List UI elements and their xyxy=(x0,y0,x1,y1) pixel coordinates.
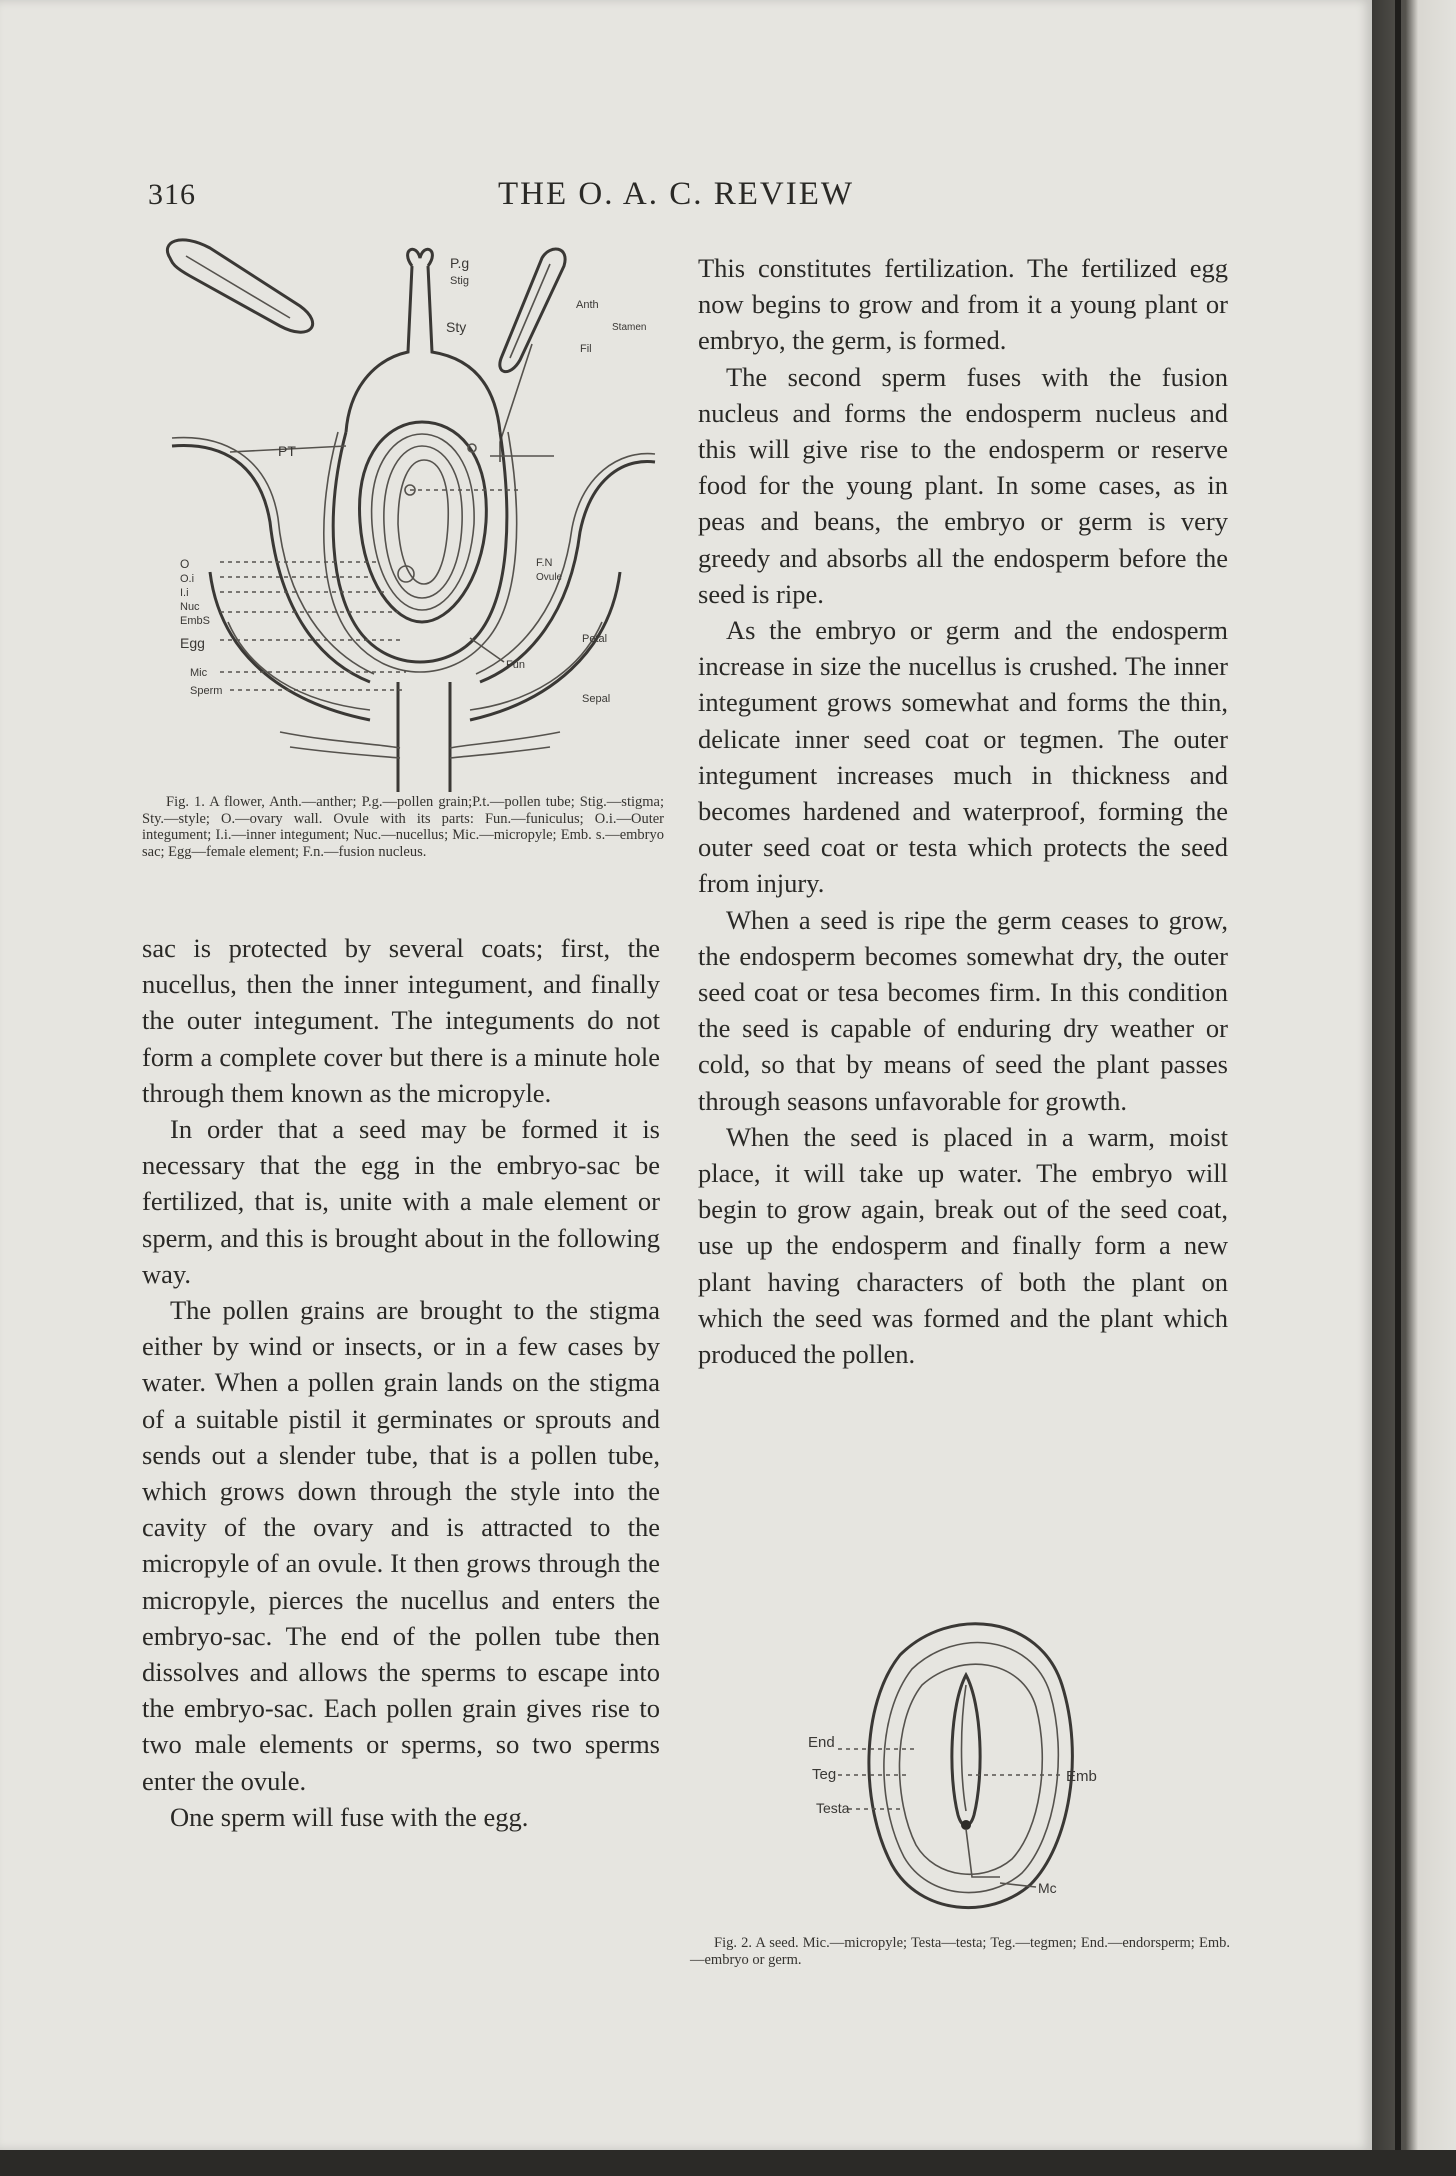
sperm-label: Sperm xyxy=(190,685,223,697)
left-anther xyxy=(167,240,312,332)
sepal-label: Sepal xyxy=(582,693,611,705)
paragraph: When a seed is ripe the germ ceases to grow, the endosperm becomes somewhat dry, the outer seed coat or tesa becomes firm. In this condition the seed is capable of enduring dry weather or cold, so that by means of seed the plant passes through seasons unfavorable for growth. xyxy=(698,904,1228,1116)
egg-label: Egg xyxy=(180,635,205,651)
figure-2-caption: Fig. 2. A seed. Mic.—micropyle; Testa—testa; Teg.—tegmen; End.—endorsperm; Emb.—embryo or germ. xyxy=(690,1935,1230,1968)
running-head: THE O. A. C. REVIEW xyxy=(498,176,855,212)
right-column xyxy=(698,250,1228,1372)
embryo xyxy=(952,1675,1000,1877)
paragraph: As the embryo or germ and the endosperm increase in size the nucellus is crushed. The inner integument grows somewhat and forms the thin, delicate inner seed coat or tegmen. The outer integument increases much in thickness and becomes hardened and waterproof, forming the outer seed coat or testa which protects the seed from injury. xyxy=(698,615,1228,899)
ovule-label: Ovule xyxy=(536,572,563,583)
page-gutter xyxy=(1372,0,1456,2176)
stamen-label: Stamen xyxy=(612,322,647,333)
page-edge-shadow xyxy=(1395,0,1401,2176)
anth-label: Anth xyxy=(576,299,599,311)
pg-label: P.g xyxy=(450,255,470,271)
flower-diagram xyxy=(150,232,670,792)
mc-label: Mc xyxy=(1038,1880,1057,1896)
testa-label: Testa xyxy=(816,1800,850,1816)
paragraph: This constitutes fertilization. The fertilized egg now begins to grow and from it a young plant or embryo, the germ, is formed. xyxy=(698,253,1228,356)
mic-label: Mic xyxy=(190,667,208,679)
teg-label: Teg xyxy=(812,1766,837,1783)
fn-label: F.N xyxy=(536,557,553,569)
o-label: O xyxy=(180,557,190,571)
paragraph: sac is protected by several coats; first, the nucellus, then the inner integument, and finally the outer integument. The integuments do not form a complete cover but there is a minute hole through them known as the micropyle. xyxy=(142,933,660,1108)
seed-diagram xyxy=(800,1615,1140,1935)
paragraph: The pollen grains are brought to the stigma either by wind or insects, or in a few cases by water. When a pollen grain lands on the stigma of a suitable pistil it germinates or sprouts and sends out a slender tube, that is a pollen tube, which grows down through the style into the cavity of the ovary and is attracted to the micropyle of an ovule. It then grows through the micropyle, pierces the nucellus and enters the embryo-sac. The end of the pollen tube then dissolves and allows the sperms to escape into the embryo-sac. Each pollen grain gives rise to two male elements or sperms, so two sperms enter the ovule. xyxy=(142,1295,660,1796)
bottom-margin xyxy=(0,2150,1456,2176)
fun-label: Fun xyxy=(506,659,525,671)
oi-label: O.i xyxy=(180,573,195,585)
fil-label: Fil xyxy=(580,343,592,355)
paragraph: When the seed is placed in a warm, moist place, it will take up water. The embryo will begin to grow again, break out of the seed coat, use up the endosperm and finally form a new plant having characters of both the plant on which the seed was formed and the plant which produced the pollen. xyxy=(698,1121,1228,1370)
end-label: End xyxy=(808,1734,835,1751)
paragraph: The second sperm fuses with the fusion nucleus and forms the endosperm nucleus and this will give rise to the endosperm or reserve food for the young plant. In some cases, as in peas and beans, the embryo or germ is very greedy and absorbs all the endosperm before the seed is ripe. xyxy=(698,361,1228,609)
ii-label: I.i xyxy=(180,587,189,599)
embs-label: EmbS xyxy=(180,615,210,627)
left-column xyxy=(142,930,660,1835)
sty-label: Sty xyxy=(446,319,467,335)
page-number: 316 xyxy=(148,178,196,211)
right-anther xyxy=(500,249,565,462)
pt-label: PT xyxy=(278,443,296,459)
petal-label: Petal xyxy=(582,633,608,645)
stig-label: Stig xyxy=(450,275,469,287)
figure-1-caption: Fig. 1. A flower, Anth.—anther; P.g.—pollen grain;P.t.—pollen tube; Stig.—stigma; Sty.—style; O.—ovary wall. Ovule with its parts: Fun.—funiculus; O.i.—Outer integument; I.i.—inner integument; Nuc.—nucellus; Mic.—micropyle; Emb. s.—embryo sac; Egg—female element; F.n.—fusion nucleus. xyxy=(142,794,664,860)
emb-label: Emb xyxy=(1066,1768,1097,1785)
paragraph: In order that a seed may be formed it is necessary that the egg in the embryo-sac be fertilized, that is, unite with a male element or sperm, and this is brought about in the following way. xyxy=(142,1114,660,1289)
nuc-label: Nuc xyxy=(180,601,200,613)
paragraph: One sperm will fuse with the egg. xyxy=(170,1801,529,1832)
ovule xyxy=(360,422,487,622)
